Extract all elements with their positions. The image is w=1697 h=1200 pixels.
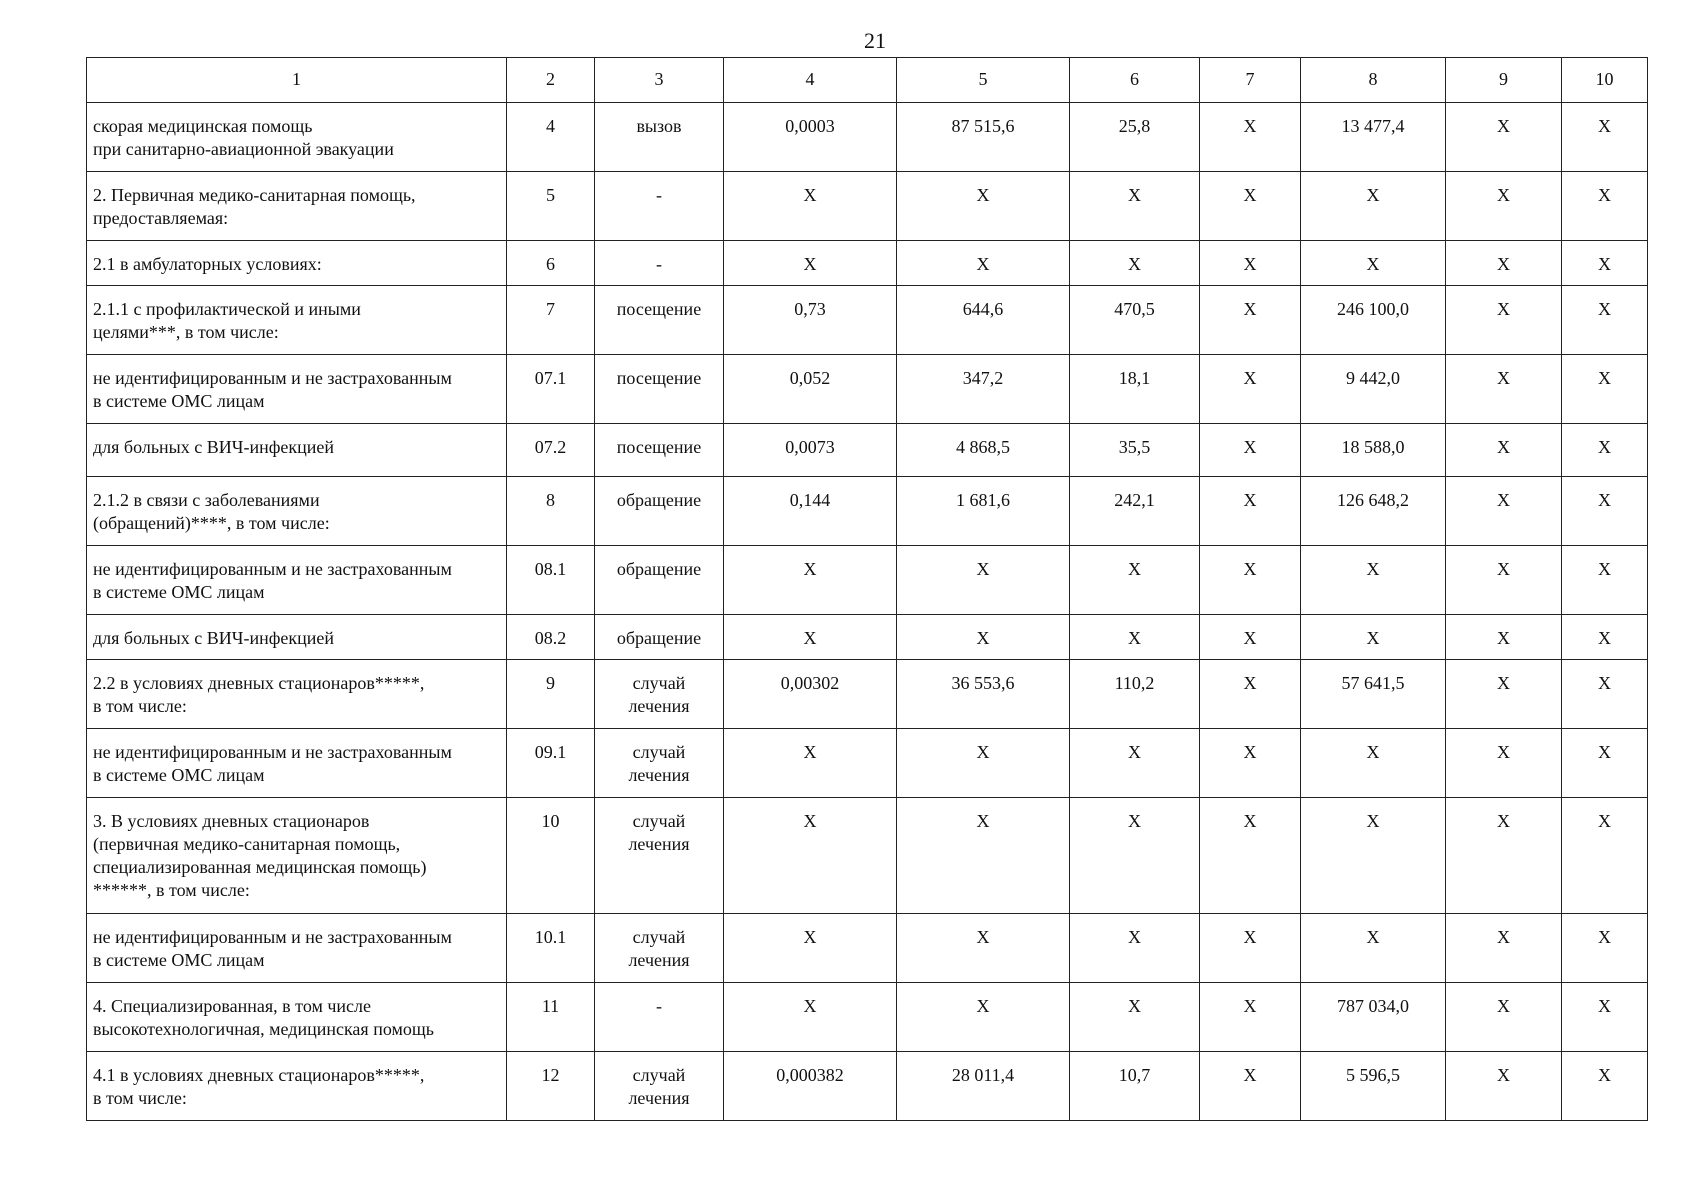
value-cell: Х bbox=[897, 729, 1070, 798]
value-cell: Х bbox=[897, 546, 1070, 615]
value-cell: 18 588,0 bbox=[1301, 424, 1446, 477]
row-label: не идентифицированным и не застрахованным в системе ОМС лицам bbox=[87, 355, 507, 424]
page-number: 21 bbox=[864, 28, 886, 53]
unit-cell: обращение bbox=[595, 615, 724, 660]
value-cell: Х bbox=[1070, 546, 1200, 615]
unit-cell: обращение bbox=[595, 477, 724, 546]
value-cell: Х bbox=[1562, 660, 1648, 729]
value-cell: Х bbox=[1200, 914, 1301, 983]
value-cell: Х bbox=[1200, 615, 1301, 660]
value-cell: Х bbox=[1301, 241, 1446, 286]
value-cell: Х bbox=[897, 241, 1070, 286]
value-cell: 36 553,6 bbox=[897, 660, 1070, 729]
row-code: 09.1 bbox=[507, 729, 595, 798]
unit-cell: посещение bbox=[595, 424, 724, 477]
table-row bbox=[87, 546, 1648, 615]
column-header: 3 bbox=[595, 58, 724, 103]
data-table bbox=[86, 57, 1648, 1121]
value-cell: 787 034,0 bbox=[1301, 983, 1446, 1052]
row-code: 8 bbox=[507, 477, 595, 546]
value-cell: Х bbox=[1562, 615, 1648, 660]
column-header: 2 bbox=[507, 58, 595, 103]
value-cell: Х bbox=[1070, 983, 1200, 1052]
value-cell: Х bbox=[724, 798, 897, 914]
unit-cell: случай лечения bbox=[595, 729, 724, 798]
unit-cell: посещение bbox=[595, 286, 724, 355]
value-cell: Х bbox=[1070, 172, 1200, 241]
row-code: 12 bbox=[507, 1052, 595, 1121]
value-cell: Х bbox=[1562, 914, 1648, 983]
value-cell: Х bbox=[1200, 355, 1301, 424]
value-cell: 242,1 bbox=[1070, 477, 1200, 546]
value-cell: 0,0003 bbox=[724, 103, 897, 172]
table-row bbox=[87, 615, 1648, 660]
row-label: 3. В условиях дневных стационаров (первичная медико-санитарная помощь, специализированная медицинская помощь) ******, в том числе: bbox=[87, 798, 507, 914]
value-cell: 0,00302 bbox=[724, 660, 897, 729]
value-cell: Х bbox=[1301, 615, 1446, 660]
value-cell: Х bbox=[1200, 798, 1301, 914]
value-cell: Х bbox=[1070, 241, 1200, 286]
value-cell: Х bbox=[1446, 1052, 1562, 1121]
unit-cell: обращение bbox=[595, 546, 724, 615]
column-header: 4 bbox=[724, 58, 897, 103]
value-cell: Х bbox=[1562, 103, 1648, 172]
value-cell: Х bbox=[1562, 729, 1648, 798]
row-code: 11 bbox=[507, 983, 595, 1052]
table-row bbox=[87, 286, 1648, 355]
value-cell: 246 100,0 bbox=[1301, 286, 1446, 355]
row-label: не идентифицированным и не застрахованным в системе ОМС лицам bbox=[87, 914, 507, 983]
value-cell: Х bbox=[724, 241, 897, 286]
value-cell: Х bbox=[1446, 424, 1562, 477]
value-cell: Х bbox=[1562, 1052, 1648, 1121]
column-header: 5 bbox=[897, 58, 1070, 103]
unit-cell: - bbox=[595, 172, 724, 241]
value-cell: Х bbox=[1200, 477, 1301, 546]
row-label: для больных с ВИЧ-инфекцией bbox=[87, 424, 507, 477]
table-row bbox=[87, 355, 1648, 424]
table-row bbox=[87, 983, 1648, 1052]
table-row bbox=[87, 103, 1648, 172]
value-cell: Х bbox=[1446, 103, 1562, 172]
value-cell: Х bbox=[1562, 983, 1648, 1052]
value-cell: 57 641,5 bbox=[1301, 660, 1446, 729]
column-header: 8 bbox=[1301, 58, 1446, 103]
value-cell: Х bbox=[1562, 424, 1648, 477]
row-code: 07.1 bbox=[507, 355, 595, 424]
value-cell: Х bbox=[1200, 241, 1301, 286]
row-label: 2.1.2 в связи с заболеваниями (обращений)****, в том числе: bbox=[87, 477, 507, 546]
value-cell: Х bbox=[897, 172, 1070, 241]
row-label: 2.1 в амбулаторных условиях: bbox=[87, 241, 507, 286]
value-cell: Х bbox=[1446, 477, 1562, 546]
column-header: 10 bbox=[1562, 58, 1648, 103]
value-cell: Х bbox=[1200, 983, 1301, 1052]
column-header: 9 bbox=[1446, 58, 1562, 103]
row-label: не идентифицированным и не застрахованным в системе ОМС лицам bbox=[87, 729, 507, 798]
table-header-row bbox=[87, 58, 1648, 103]
value-cell: Х bbox=[1301, 798, 1446, 914]
row-code: 10 bbox=[507, 798, 595, 914]
value-cell: 644,6 bbox=[897, 286, 1070, 355]
unit-cell: случай лечения bbox=[595, 914, 724, 983]
value-cell: 25,8 bbox=[1070, 103, 1200, 172]
value-cell: Х bbox=[897, 983, 1070, 1052]
unit-cell: случай лечения bbox=[595, 1052, 724, 1121]
row-code: 9 bbox=[507, 660, 595, 729]
table-row bbox=[87, 660, 1648, 729]
value-cell: 347,2 bbox=[897, 355, 1070, 424]
value-cell: Х bbox=[1301, 546, 1446, 615]
value-cell: 87 515,6 bbox=[897, 103, 1070, 172]
row-code: 4 bbox=[507, 103, 595, 172]
value-cell: 18,1 bbox=[1070, 355, 1200, 424]
value-cell: Х bbox=[1200, 1052, 1301, 1121]
value-cell: Х bbox=[1200, 286, 1301, 355]
value-cell: Х bbox=[1301, 729, 1446, 798]
row-label: не идентифицированным и не застрахованным в системе ОМС лицам bbox=[87, 546, 507, 615]
value-cell: Х bbox=[1200, 424, 1301, 477]
value-cell: Х bbox=[1446, 798, 1562, 914]
value-cell: Х bbox=[724, 983, 897, 1052]
value-cell: Х bbox=[1200, 660, 1301, 729]
value-cell: Х bbox=[1562, 172, 1648, 241]
row-code: 7 bbox=[507, 286, 595, 355]
value-cell: Х bbox=[1446, 241, 1562, 286]
table-row bbox=[87, 172, 1648, 241]
value-cell: Х bbox=[1200, 103, 1301, 172]
unit-cell: посещение bbox=[595, 355, 724, 424]
value-cell: Х bbox=[1200, 729, 1301, 798]
row-label: 2. Первичная медико-санитарная помощь, предоставляемая: bbox=[87, 172, 507, 241]
value-cell: 0,144 bbox=[724, 477, 897, 546]
row-code: 08.2 bbox=[507, 615, 595, 660]
value-cell: Х bbox=[1562, 355, 1648, 424]
value-cell: 4 868,5 bbox=[897, 424, 1070, 477]
column-header: 6 bbox=[1070, 58, 1200, 103]
row-label: 4.1 в условиях дневных стационаров*****, в том числе: bbox=[87, 1052, 507, 1121]
unit-cell: случай лечения bbox=[595, 660, 724, 729]
value-cell: 9 442,0 bbox=[1301, 355, 1446, 424]
unit-cell: - bbox=[595, 241, 724, 286]
value-cell: 35,5 bbox=[1070, 424, 1200, 477]
row-label: для больных с ВИЧ-инфекцией bbox=[87, 615, 507, 660]
value-cell: Х bbox=[1070, 914, 1200, 983]
value-cell: 28 011,4 bbox=[897, 1052, 1070, 1121]
value-cell: 0,052 bbox=[724, 355, 897, 424]
value-cell: Х bbox=[1446, 729, 1562, 798]
table-row bbox=[87, 424, 1648, 477]
value-cell: 5 596,5 bbox=[1301, 1052, 1446, 1121]
value-cell: 13 477,4 bbox=[1301, 103, 1446, 172]
value-cell: Х bbox=[1301, 914, 1446, 983]
value-cell: Х bbox=[897, 914, 1070, 983]
unit-cell: вызов bbox=[595, 103, 724, 172]
value-cell: Х bbox=[1446, 914, 1562, 983]
value-cell: Х bbox=[1562, 477, 1648, 546]
column-header: 1 bbox=[87, 58, 507, 103]
value-cell: Х bbox=[724, 615, 897, 660]
value-cell: Х bbox=[1200, 172, 1301, 241]
value-cell: 1 681,6 bbox=[897, 477, 1070, 546]
value-cell: Х bbox=[1562, 241, 1648, 286]
value-cell: Х bbox=[1070, 729, 1200, 798]
value-cell: Х bbox=[724, 546, 897, 615]
row-code: 07.2 bbox=[507, 424, 595, 477]
value-cell: Х bbox=[1446, 615, 1562, 660]
value-cell: Х bbox=[724, 914, 897, 983]
value-cell: Х bbox=[1446, 172, 1562, 241]
value-cell: Х bbox=[1446, 355, 1562, 424]
row-label: 2.2 в условиях дневных стационаров*****, в том числе: bbox=[87, 660, 507, 729]
value-cell: 470,5 bbox=[1070, 286, 1200, 355]
row-label: 4. Специализированная, в том числе высокотехнологичная, медицинская помощь bbox=[87, 983, 507, 1052]
table-row bbox=[87, 798, 1648, 914]
value-cell: Х bbox=[1446, 546, 1562, 615]
row-code: 6 bbox=[507, 241, 595, 286]
row-code: 5 bbox=[507, 172, 595, 241]
value-cell: Х bbox=[897, 615, 1070, 660]
row-code: 08.1 bbox=[507, 546, 595, 615]
value-cell: Х bbox=[1070, 615, 1200, 660]
table-row bbox=[87, 729, 1648, 798]
value-cell: 126 648,2 bbox=[1301, 477, 1446, 546]
value-cell: 0,73 bbox=[724, 286, 897, 355]
value-cell: Х bbox=[1562, 798, 1648, 914]
value-cell: Х bbox=[1446, 983, 1562, 1052]
value-cell: Х bbox=[1200, 546, 1301, 615]
value-cell: 0,000382 bbox=[724, 1052, 897, 1121]
unit-cell: - bbox=[595, 983, 724, 1052]
table-row bbox=[87, 1052, 1648, 1121]
value-cell: Х bbox=[1070, 798, 1200, 914]
table-row bbox=[87, 241, 1648, 286]
value-cell: Х bbox=[724, 172, 897, 241]
value-cell: Х bbox=[1562, 286, 1648, 355]
value-cell: 10,7 bbox=[1070, 1052, 1200, 1121]
value-cell: Х bbox=[897, 798, 1070, 914]
column-header: 7 bbox=[1200, 58, 1301, 103]
row-code: 10.1 bbox=[507, 914, 595, 983]
value-cell: 110,2 bbox=[1070, 660, 1200, 729]
value-cell: 0,0073 bbox=[724, 424, 897, 477]
table-row bbox=[87, 914, 1648, 983]
row-label: скорая медицинская помощь при санитарно-авиационной эвакуации bbox=[87, 103, 507, 172]
value-cell: Х bbox=[1562, 546, 1648, 615]
value-cell: Х bbox=[1446, 286, 1562, 355]
unit-cell: случай лечения bbox=[595, 798, 724, 914]
table-row bbox=[87, 477, 1648, 546]
value-cell: Х bbox=[1301, 172, 1446, 241]
value-cell: Х bbox=[724, 729, 897, 798]
row-label: 2.1.1 с профилактической и иными целями***, в том числе: bbox=[87, 286, 507, 355]
value-cell: Х bbox=[1446, 660, 1562, 729]
